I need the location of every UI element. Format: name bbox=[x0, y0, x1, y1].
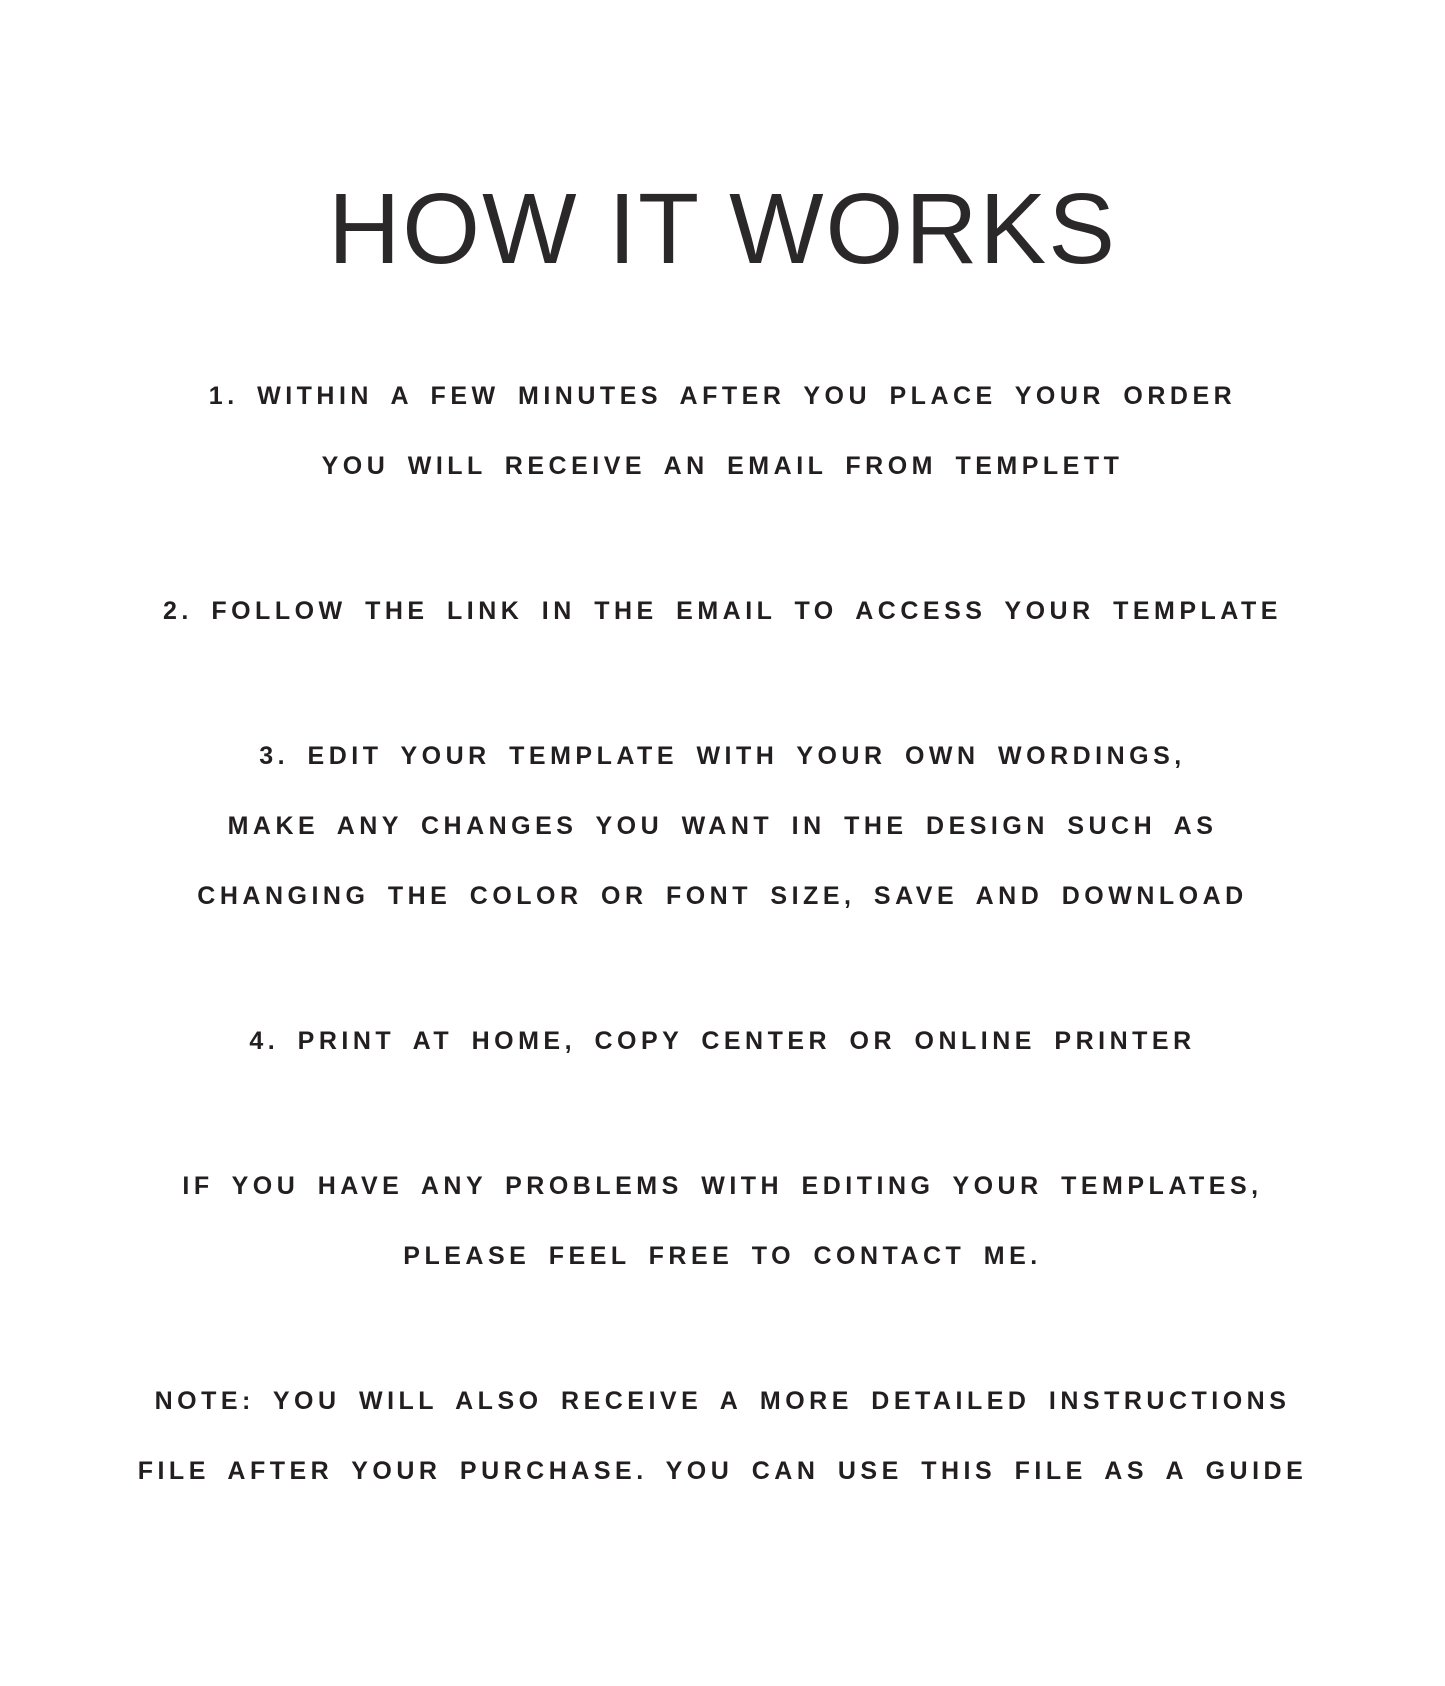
step-1-line-1: 1. WITHIN A FEW MINUTES AFTER YOU PLACE YOUR ORDER bbox=[208, 382, 1237, 410]
contact-block bbox=[0, 1151, 1445, 1291]
instructions-content bbox=[0, 361, 1445, 1506]
contact-line-2: PLEASE FEEL FREE TO CONTACT ME. bbox=[403, 1242, 1042, 1270]
step-4-block bbox=[0, 1006, 1445, 1076]
note-line-1: NOTE: YOU WILL ALSO RECEIVE A MORE DETAILED INSTRUCTIONS bbox=[154, 1387, 1291, 1415]
step-3-line-3: CHANGING THE COLOR OR FONT SIZE, SAVE AND DOWNLOAD bbox=[197, 882, 1248, 910]
step-2-line-1: 2. FOLLOW THE LINK IN THE EMAIL TO ACCESS YOUR TEMPLATE bbox=[163, 597, 1282, 625]
step-3-block bbox=[0, 721, 1445, 931]
step-2-block bbox=[0, 576, 1445, 646]
step-1-line-2: YOU WILL RECEIVE AN EMAIL FROM TEMPLETT bbox=[321, 452, 1124, 480]
note-block bbox=[0, 1366, 1445, 1506]
contact-line-1: IF YOU HAVE ANY PROBLEMS WITH EDITING YOUR TEMPLATES, bbox=[182, 1172, 1263, 1200]
note-line-2: FILE AFTER YOUR PURCHASE. YOU CAN USE THIS FILE AS A GUIDE bbox=[137, 1457, 1308, 1485]
step-1-block bbox=[0, 361, 1445, 501]
step-4-line-1: 4. PRINT AT HOME, COPY CENTER OR ONLINE PRINTER bbox=[249, 1027, 1196, 1055]
step-3-line-2: MAKE ANY CHANGES YOU WANT IN THE DESIGN SUCH AS bbox=[227, 812, 1218, 840]
step-3-line-1: 3. EDIT YOUR TEMPLATE WITH YOUR OWN WORDINGS, bbox=[259, 742, 1186, 770]
page-title: HOW IT WORKS bbox=[328, 173, 1117, 285]
